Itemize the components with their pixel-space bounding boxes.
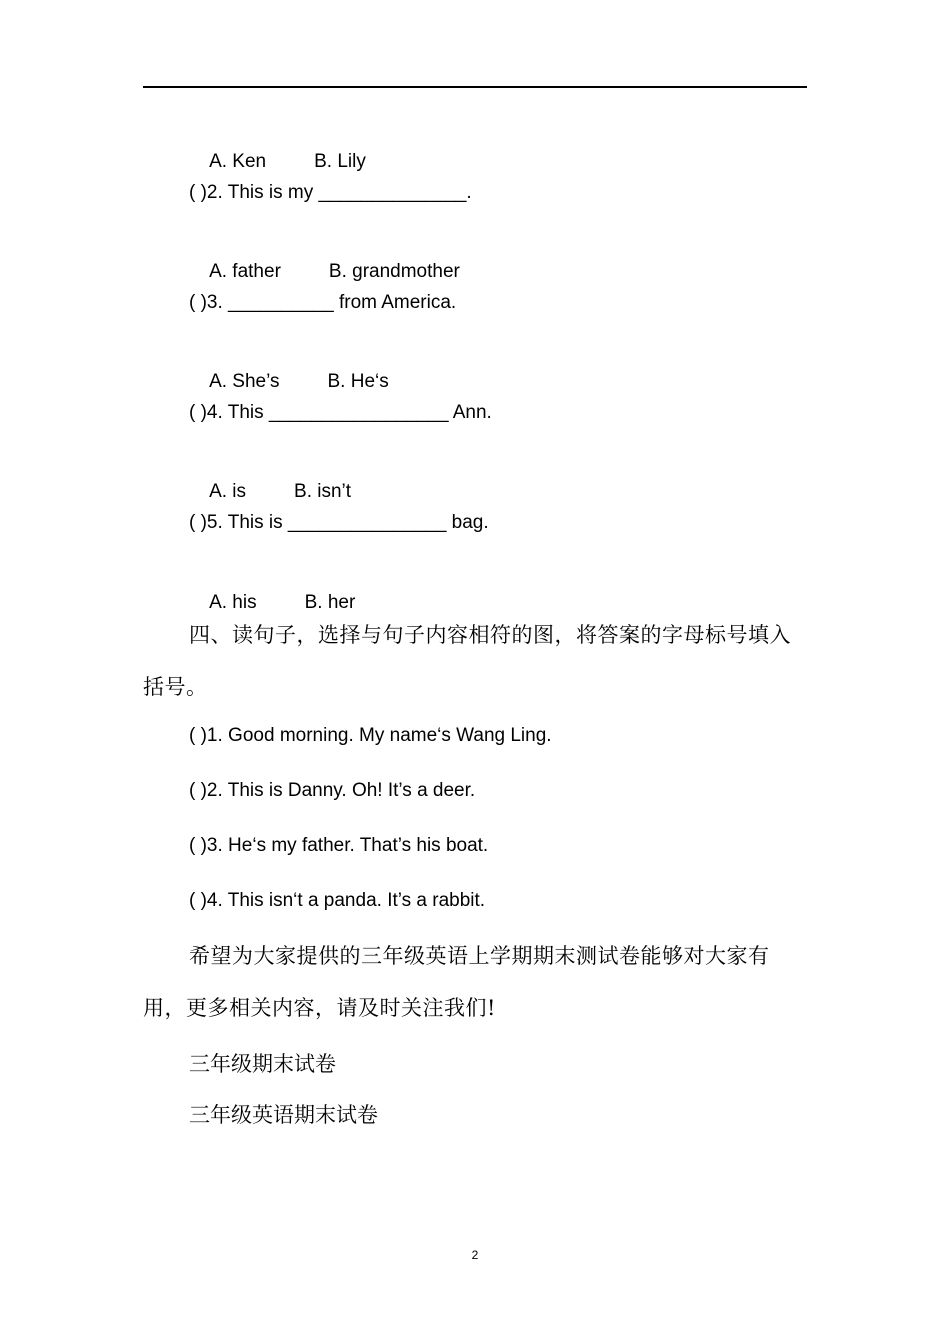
section-four-item-2: ( )2. This is Danny. Oh! It’s a deer.: [189, 780, 476, 801]
header-rule: [143, 86, 807, 88]
option-a: A. father: [209, 261, 281, 282]
question-4: ( )4. This _________________ Ann.: [189, 402, 492, 423]
section-four-heading: 四、读句子，选择与句子内容相符的图，将答案的字母标号填入括号。: [143, 623, 791, 699]
section-four-item-1: ( )1. Good morning. My name‘s Wang Ling.: [189, 725, 552, 746]
page-number: 2: [471, 1248, 479, 1262]
section-four-item-3: ( )3. He‘s my father. That’s his boat.: [189, 835, 489, 856]
question-5: ( )5. This is _______________ bag.: [189, 512, 489, 533]
related-link-2[interactable]: 三年级英语期末试卷: [189, 1103, 378, 1127]
option-a: A. is: [209, 481, 247, 502]
section-four-item-4: ( )4. This isn‘t a panda. It’s a rabbit.: [189, 890, 486, 911]
option-b: B. isn’t: [294, 481, 352, 502]
related-link-1[interactable]: 三年级期末试卷: [189, 1052, 336, 1076]
option-a: A. She’s: [209, 371, 280, 392]
option-a: A. his: [209, 592, 257, 613]
option-b: B. Lily: [314, 151, 366, 172]
option-b: B. He‘s: [327, 371, 389, 392]
option-a: A. Ken: [209, 151, 267, 172]
question-3: ( )3. __________ from America.: [189, 292, 457, 313]
question-2: ( )2. This is my ______________.: [189, 182, 472, 203]
closing-paragraph: 希望为大家提供的三年级英语上学期期末测试卷能够对大家有用，更多相关内容，请及时关注我们!: [143, 944, 770, 1020]
option-b: B. her: [304, 592, 356, 613]
option-b: B. grandmother: [328, 261, 460, 282]
